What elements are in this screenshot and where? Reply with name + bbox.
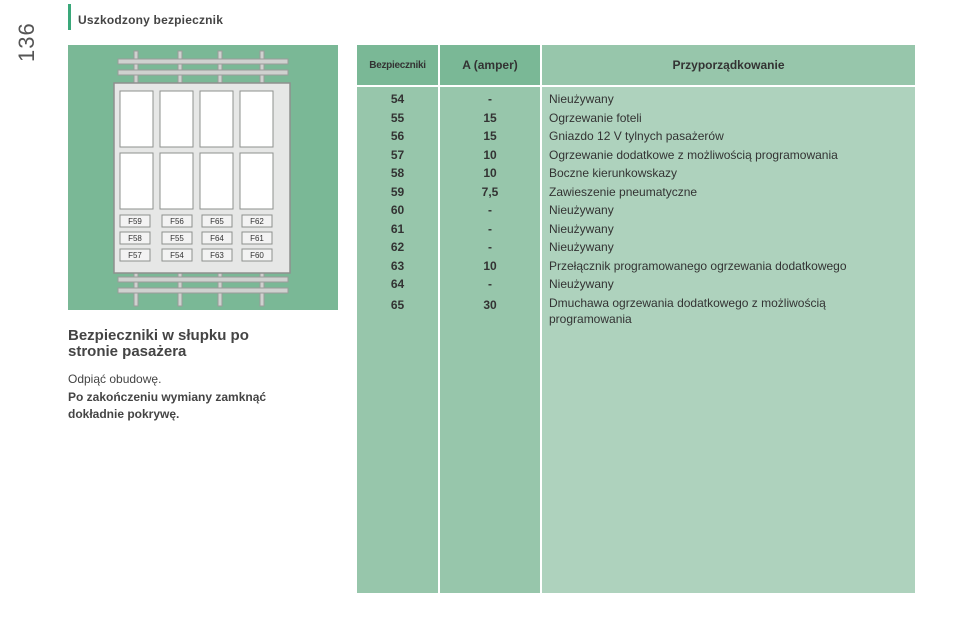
fuse-assignment xyxy=(549,295,885,327)
section-title-line: Bezpieczniki w słupku po xyxy=(68,327,249,344)
fuse-number: 58 xyxy=(390,166,405,180)
fuse-assignment: Nieużywany xyxy=(549,203,614,217)
fuse-label: F65 xyxy=(210,217,224,226)
fuse-label: F61 xyxy=(250,234,264,243)
table-row xyxy=(357,146,915,165)
fuse-assignment: Nieużywany xyxy=(549,277,614,291)
fuse-amperage: 10 xyxy=(483,258,497,273)
fuse-number: 61 xyxy=(390,221,405,236)
fuse-assignment: Zawieszenie pneumatyczne xyxy=(549,184,698,199)
fuse-amperage: 30 xyxy=(483,297,497,312)
section-title-line: stronie pasażera xyxy=(68,343,187,360)
fuse-amperage: 15 xyxy=(483,110,497,125)
fuse-label: F63 xyxy=(210,251,224,260)
header-assignment: Przyporządkowanie xyxy=(542,45,915,85)
fuse-number: 55 xyxy=(390,110,405,125)
fuse-number: 63 xyxy=(390,258,405,273)
fuse-assignment: Gniazdo 12 V tylnych pasażerów xyxy=(549,129,724,143)
instruction-bold-line: dokładnie pokrywę. xyxy=(68,407,180,421)
table-row xyxy=(357,294,915,334)
header-separator xyxy=(357,85,915,87)
fuse-amperage: 10 xyxy=(483,147,497,162)
instruction-bold-line: Po zakończeniu wymiany zamknąć xyxy=(68,390,267,404)
fuse-number: 56 xyxy=(390,129,405,143)
fuse-label: F62 xyxy=(250,217,264,226)
table-row xyxy=(357,90,915,109)
table-row xyxy=(357,127,915,146)
header-amperage: A (amper) xyxy=(440,45,540,85)
fuse-number: 64 xyxy=(390,277,405,291)
fuse-label: F64 xyxy=(210,234,224,243)
table-header-row xyxy=(357,45,915,85)
fuse-assignment: Nieużywany xyxy=(549,92,614,106)
fuse-assignment: Przełącznik programowanego ogrzewania dodatkowego xyxy=(549,258,847,273)
table-row xyxy=(357,238,915,257)
page-number: 136 xyxy=(14,22,39,62)
instruction-text: Odpiąć obudowę. xyxy=(68,372,162,386)
fuse-label: F54 xyxy=(170,251,184,260)
section-title xyxy=(68,328,328,360)
fuse-label: F58 xyxy=(128,234,142,243)
fuse-label: F59 xyxy=(128,217,142,226)
fuse-amperage: 7,5 xyxy=(481,184,499,199)
fuse-box-diagram xyxy=(68,45,338,310)
page-header-title: Uszkodzony bezpiecznik xyxy=(78,13,224,27)
fuse-number: 59 xyxy=(390,184,405,199)
table-row xyxy=(357,275,915,294)
fuse-label: F57 xyxy=(128,251,142,260)
table-row xyxy=(357,164,915,183)
header-fuses: Bezpieczniki xyxy=(357,45,438,85)
fuse-amperage: - xyxy=(488,203,492,217)
fuse-amperage: - xyxy=(488,92,492,106)
header-accent-bar xyxy=(68,4,71,30)
table-row xyxy=(357,257,915,276)
fuse-amperage: - xyxy=(488,221,492,236)
table-row xyxy=(357,183,915,202)
fuse-label: F60 xyxy=(250,251,264,260)
table-row xyxy=(357,201,915,220)
table-body xyxy=(357,90,915,334)
fuse-amperage: 10 xyxy=(483,166,497,180)
fuse-amperage: 15 xyxy=(483,129,497,143)
fuse-number: 62 xyxy=(390,240,405,254)
fuse-table xyxy=(357,45,915,593)
fuse-number: 60 xyxy=(390,203,405,217)
fuse-label: F55 xyxy=(170,234,184,243)
fuse-amperage: - xyxy=(488,240,492,254)
table-row xyxy=(357,220,915,239)
fuse-number: 65 xyxy=(390,297,405,312)
instruction-bold-text xyxy=(68,389,318,423)
fuse-number: 54 xyxy=(390,92,405,106)
fuse-amperage: - xyxy=(488,277,492,291)
fuse-assignment-line: Dmuchawa ogrzewania dodatkowego z możliwością xyxy=(549,295,826,310)
fuse-assignment: Nieużywany xyxy=(549,240,614,254)
table-row xyxy=(357,109,915,128)
fuse-assignment-line: programowania xyxy=(549,311,632,326)
fuse-box-illustration xyxy=(68,45,338,310)
fuse-number: 57 xyxy=(390,147,405,162)
fuse-label: F56 xyxy=(170,217,184,226)
fuse-assignment: Ogrzewanie foteli xyxy=(549,110,642,125)
fuse-assignment: Boczne kierunkowskazy xyxy=(549,166,678,180)
fuse-assignment: Nieużywany xyxy=(549,221,614,236)
fuse-assignment: Ogrzewanie dodatkowe z możliwością programowania xyxy=(549,147,838,162)
